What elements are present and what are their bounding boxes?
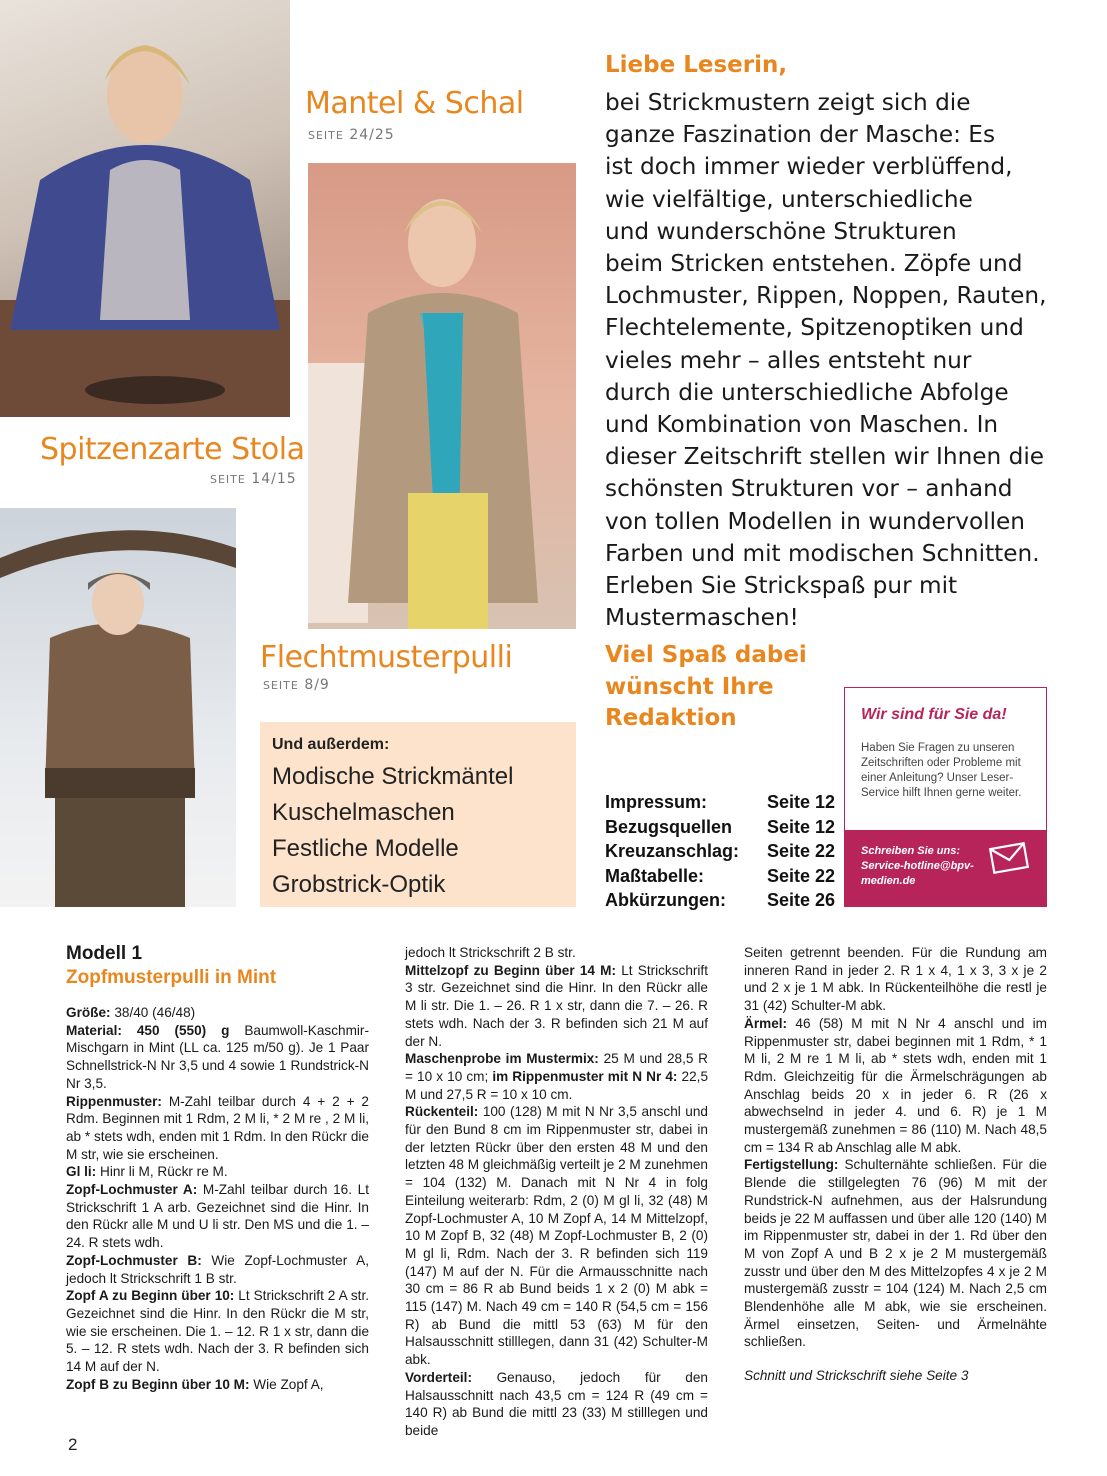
instruction-para [405, 962, 708, 1051]
instruction-text: Lt Strickschrift 2 A str. Gezeichnet sind die Hinr. In den Rückr die M str, wie sie erscheinen. Die 1. – 12. R 1 x str, dann die 5. – 12. R stets wdh. Nach der 3. R befinden sich 14 M auf der N. [66, 1288, 369, 1375]
letter-line: dieser Zeitschrift stellen wir Ihnen die [605, 443, 1045, 471]
instruction-text: 46 (58) M mit N Nr 4 anschl und im Rippenmuster str, dabei beginnen mit 1 Rdm, * 1 M li, 2 M re 1 M li, ab * stets wdh, enden mit 1 Rdm. Gleichzeitig für die Ärmelschrägungen ab Anschlag beids 20 x in jeder 6. R (26 x abwechselnd in jeder 4. und 6. R) je 1 M mustergemäß zunehmen = 86 (110) M. Nach 48,5 cm = 134 R ab Anschlag alle M abk. [744, 1015, 1047, 1155]
instruction-heading: Maschenprobe im Mustermix: [405, 1051, 599, 1067]
instructions-column-1 [66, 942, 369, 1393]
instruction-heading: Zopf-Lochmuster A: [66, 1182, 198, 1198]
stola-illustration [0, 0, 290, 417]
instructions-column-2 [405, 944, 708, 1440]
instruction-text: Hinr li M, Rückr re M. [96, 1164, 228, 1180]
mail-icon [986, 838, 1032, 878]
index-label: Kreuzanschlag: [605, 841, 740, 861]
instruction-heading: Ärmel: [744, 1015, 788, 1031]
instruction-text: Wie Zopf A, [249, 1376, 324, 1392]
letter-line: Flechtelemente, Spitzenoptiken und [605, 314, 1024, 342]
caption-mantel-prefix: SEITE [308, 129, 344, 142]
index-page: Seite 22 [766, 841, 835, 861]
instruction-para [66, 1252, 369, 1287]
model-title: Modell 1 [66, 943, 143, 964]
letter-line: beim Stricken entstehen. Zöpfe und [605, 250, 1023, 278]
extras-item: Modische Strickmäntel [272, 763, 514, 790]
sign-line: Redaktion [605, 705, 737, 731]
instruction-text: 38/40 (46/48) [110, 1005, 196, 1020]
service-contact-text [861, 844, 991, 889]
letter-line: wie vielfältige, unterschiedliche [605, 185, 973, 213]
extras-item: Grobstrick-Optik [272, 871, 446, 898]
service-title: Wir sind für Sie da! [861, 706, 1007, 723]
sign-line: wünscht Ihre [605, 673, 774, 700]
page-number: 2 [68, 1435, 78, 1454]
index-page: Seite 12 [766, 792, 835, 812]
instruction-heading: Vorderteil: [405, 1369, 472, 1385]
instruction-heading: im Rippenmuster mit N Nr 4: [492, 1068, 678, 1084]
letter-signature [605, 640, 845, 735]
caption-stola-page [210, 471, 297, 487]
caption-mantel-title: Mantel & Schal [305, 86, 524, 121]
caption-stola-prefix: SEITE [210, 473, 246, 486]
extras-box [260, 722, 576, 907]
service-text: Haben Sie Fragen zu unseren Zeitschriften oder Probleme mit einer Anleitung? Unser Leser-Service hilft Ihnen gerne weiter. [861, 742, 1022, 799]
index-row [605, 888, 835, 913]
index-page: Seite 22 [766, 865, 835, 886]
instruction-note: Schnitt und Strickschrift siehe Seite 3 [744, 1368, 969, 1384]
instruction-text: 100 (128) M mit N Nr 3,5 anschl und für den Bund 8 cm im Rippenmuster str, dabei in der letzten Rückr über den ersten 48 M und den letzten 48 M gleichmäßig verteilt je 2 M zunehmen = 104 (132) M. Danach mit N Nr 4 in folg Einteilung weiterarb: Rdm, 2 (0) M gl li, 32 (48) M Zopf-Lochmuster A, 10 M Zopf A, 14 M Mittelzopf, 10 M Zopf B, 32 (48) M Zopf-Lochmuster B, 2 (0) M gl li, Rdm. Nach der 3. R befinden sich 119 (147) M auf der N. Für die Armausschnitte nach 30 cm = 86 R ab Bund beids 1 x 2 (0) M abk = 115 (147) M. Nach 49 cm = 140 R (54,5 cm = 156 R) ab Bund die mittl 53 (63) M für den Halsausschnitt stilllegen, dann 31 (42) Schulter-M abk. [405, 1104, 708, 1368]
caption-pulli-number: 8/9 [304, 677, 330, 693]
instruction-para [66, 1022, 369, 1093]
index-label: Impressum: [605, 792, 708, 812]
photo-stola [0, 0, 290, 417]
instruction-heading: Rippenmuster: [66, 1093, 162, 1109]
service-write-label: Schreiben Sie uns: [861, 845, 961, 857]
caption-pulli-title: Flechtmusterpulli [260, 640, 513, 675]
instruction-para [405, 1103, 708, 1369]
caption-mantel-number: 24/25 [349, 127, 395, 143]
letter-line: ist doch immer wieder verblüffend, [605, 153, 1013, 181]
photo-pulli [0, 508, 236, 907]
index-label: Bezugsquellen [605, 816, 733, 837]
instruction-heading: Mittelzopf zu Beginn über 14 M: [405, 962, 617, 978]
service-contact [845, 830, 1046, 906]
instruction-para [66, 1163, 369, 1181]
instruction-para [66, 1287, 369, 1376]
letter-line: Mustermaschen! [605, 604, 799, 632]
sign-line: Viel Spaß dabei [605, 642, 807, 668]
instruction-para [66, 1004, 369, 1022]
instruction-text: Seiten getrennt beenden. Für die Rundung am inneren Rand in jeder 2. R 1 x 4, 1 x 3, 3 x je 2 und 2 x je 1 M abk. In Rückenteilhöhe die restl je 31 (42) Schulter-M abk. [744, 945, 1047, 1014]
index-label: Abkürzungen: [605, 890, 726, 910]
mantel-illustration [308, 163, 576, 629]
instruction-heading: Gl li: [66, 1164, 97, 1180]
letter-greeting: Liebe Leserin, [605, 52, 788, 78]
caption-pulli-page [263, 677, 330, 693]
index-page: Seite 26 [766, 890, 835, 910]
letter-line: und Kombination von Maschen. In [605, 411, 999, 439]
instruction-para [66, 1093, 369, 1164]
letter-line: schönsten Strukturen vor – anhand [605, 475, 1013, 503]
index-label: Maßtabelle: [605, 865, 705, 886]
service-box [844, 687, 1047, 907]
instruction-text: 25 M und 28,5 R = 10 x 10 cm; [405, 1051, 708, 1084]
caption-stola-number: 14/15 [251, 471, 297, 487]
letter-line: durch die unterschiedliche Abfolge [605, 378, 1009, 406]
index-row [605, 839, 835, 864]
letter-line: Lochmuster, Rippen, Noppen, Rauten, [605, 282, 1047, 310]
caption-stola-title: Spitzenzarte Stola [40, 432, 305, 467]
letter-line: Farben und mit modischen Schnitten. [605, 539, 1040, 567]
photo-mantel [308, 163, 576, 629]
instruction-para [744, 1156, 1047, 1351]
instruction-text: jedoch lt Strickschrift 2 B str. [405, 945, 576, 960]
instruction-heading: Zopf A zu Beginn über 10: [66, 1288, 235, 1304]
instruction-para [744, 1015, 1047, 1157]
instruction-heading: Fertigstellung: [744, 1157, 839, 1173]
letter-line: ganze Faszination der Masche: Es [605, 121, 996, 149]
index-page: Seite 12 [766, 816, 835, 837]
letter-line: bei Strickmustern zeigt sich die [605, 89, 971, 116]
letter-line: Erleben Sie Strickspaß pur mit [605, 572, 958, 600]
letter-line: von tollen Modellen in wundervollen [605, 507, 1026, 535]
instruction-para [405, 944, 708, 962]
instruction-heading: Zopf-Lochmuster B: [66, 1252, 202, 1268]
instruction-text: Lt Strickschrift 3 str. Gezeichnet sind die Hinr. In den Rückr alle M li str. Die 1. – 26. R 1 x str, dann die 7. – 26. R stets wdh. Nach der 3. R befinden sich 21 M auf der N. [405, 962, 708, 1049]
caption-pulli-prefix: SEITE [263, 679, 299, 692]
instruction-para [66, 1376, 369, 1394]
extras-item: Festliche Modelle [272, 835, 459, 862]
instruction-para [66, 1181, 369, 1252]
instruction-heading: Größe: [66, 1005, 111, 1020]
caption-mantel-page [308, 127, 395, 143]
index-row [605, 790, 835, 815]
instruction-para [405, 1050, 708, 1103]
instruction-text: M-Zahl teilbar durch 16. Lt Strickschrift 1 A arb. Gezeichnet sind die Hinr. In den Rückr alle M und U li str. Den MS und die 1. – 24. R stets wdh. [66, 1182, 369, 1251]
instruction-text: Schulternähte schließen. Für die Blende die stillgelegten 76 (96) M mit der Rundstrick-N aufnehmen, aus der Halsrundung beids je 22 M auffassen und über alle 120 (140) M im Rippenmuster str, dabei in der 1. Rd über den M von Zopf A und B 2 x je 2 M mustergemäß zusstr und über den M des Mittelzopfes 4 x je 2 M mustergemäß zusstr = 104 (124) M. Nach 2,5 cm Blendenhöhe alle M abk, wie sie erscheinen. Ärmel einsetzen, Seiten- und Ärmelnähte schließen. [744, 1157, 1047, 1350]
instruction-heading: Zopf B zu Beginn über 10 M: [66, 1376, 250, 1392]
instruction-text: Wie Zopf-Lochmuster A, jedoch lt Strickschrift 1 B str. [66, 1252, 369, 1286]
instruction-text: Genauso, jedoch für den Halsausschnitt nach 43,5 cm = 124 R (49 cm = 140 R) ab Bund die mittl 23 (33) M stilllegen und beide [405, 1369, 708, 1438]
instruction-text: Baumwoll-Kaschmir-Mischgarn in Mint (LL ca. 125 m/50 g). Je 1 Paar Schnellstrick-N Nr 3,5 und 4 sowie 1 Rundstrick-N Nr 3,5. [66, 1022, 369, 1091]
model-subtitle: Zopfmusterpulli in Mint [66, 967, 277, 988]
page-index [605, 790, 835, 913]
letter-body [605, 87, 1075, 634]
instruction-heading: Rückenteil: [405, 1104, 479, 1120]
instruction-para [405, 1369, 708, 1440]
instruction-text: 22,5 M und 27,5 R = 10 x 10 cm. [405, 1068, 709, 1102]
service-email-link[interactable]: Service-hotline@bpv-medien.de [861, 860, 974, 887]
letter-line: vieles mehr – alles entsteht nur [605, 346, 972, 374]
index-row [605, 864, 835, 889]
index-row [605, 815, 835, 840]
letter-line: und wunderschöne Strukturen [605, 217, 957, 245]
instruction-para [744, 944, 1047, 1015]
extras-item: Kuschelmaschen [272, 799, 455, 826]
pulli-illustration [0, 508, 236, 907]
instructions-column-3 [744, 944, 1047, 1385]
extras-heading: Und außerdem: [272, 736, 390, 753]
instruction-heading: Material: 450 (550) g [66, 1022, 230, 1038]
instruction-text: M-Zahl teilbar durch 4 + 2 + 2 Rdm. Beginnen mit 1 Rdm, 2 M li, * 2 M re , 2 M li, ab * stets wdh, enden mit 1 Rdm. In den Rückr die M str, wie sie erscheinen. [66, 1093, 369, 1162]
